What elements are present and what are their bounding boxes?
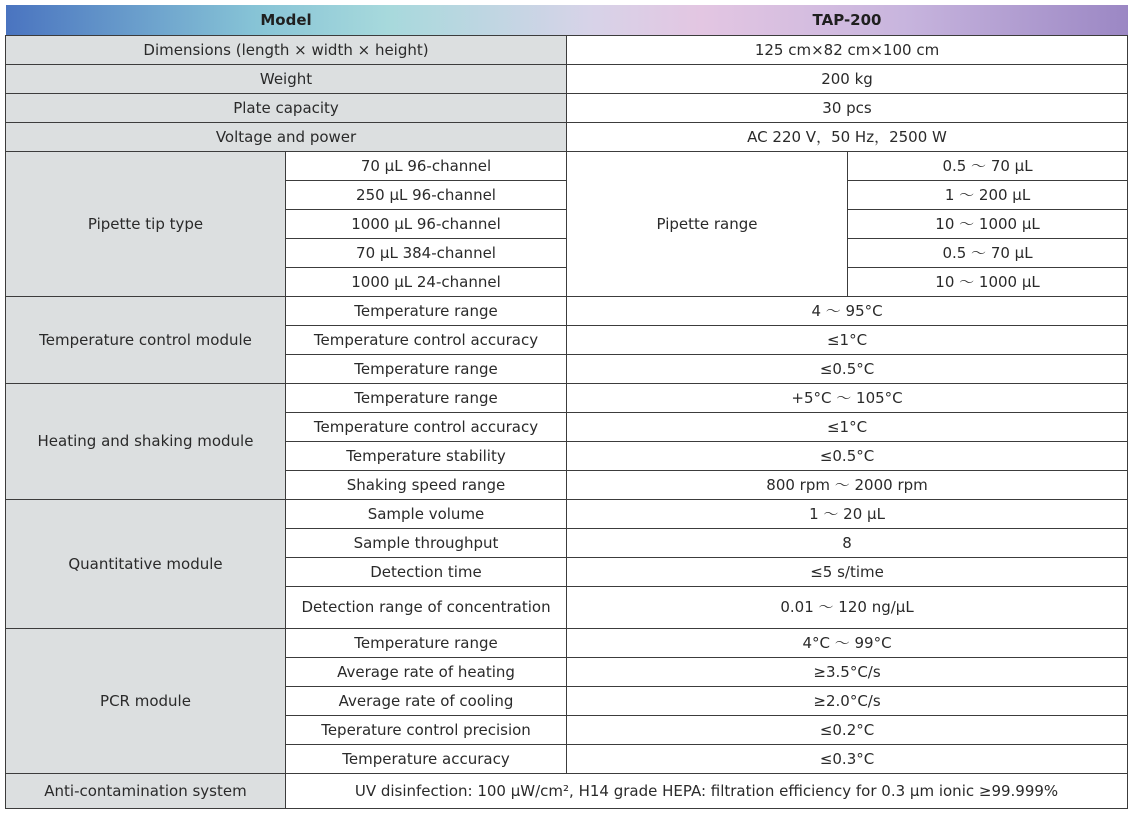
header-row: [6, 5, 1128, 36]
param-value: +5°C ～ 105°C: [567, 384, 1128, 413]
param-value: 8: [567, 529, 1128, 558]
model-value: TAP-200: [812, 10, 882, 29]
spec-label: Voltage and power: [6, 123, 567, 152]
anti-contamination-value: UV disinfection: 100 μW/cm², H14 grade HEPA: filtration efficiency for 0.3 μm ionic ≥99.999%: [286, 774, 1128, 809]
param-label: Temperature control accuracy: [286, 326, 567, 355]
param-label: Detection range of concentration: [286, 587, 567, 629]
table-row: [6, 94, 1128, 123]
pipette-tip: 70 μL 384-channel: [286, 239, 567, 268]
group-label-pcr: PCR module: [6, 629, 286, 774]
param-value: ≤0.2°C: [567, 716, 1128, 745]
spec-label: Plate capacity: [6, 94, 567, 123]
param-label: Teperature control precision: [286, 716, 567, 745]
pipette-range: 0.5 ～ 70 μL: [848, 239, 1128, 268]
pipette-tip: 1000 μL 24-channel: [286, 268, 567, 297]
param-value: 4°C ～ 99°C: [567, 629, 1128, 658]
spec-value: 200 kg: [567, 65, 1128, 94]
param-value: ≤5 s/time: [567, 558, 1128, 587]
param-value: ≤0.3°C: [567, 745, 1128, 774]
anti-contamination-label: Anti-contamination system: [6, 774, 286, 809]
param-label: Temperature range: [286, 629, 567, 658]
pipette-tip: 70 μL 96-channel: [286, 152, 567, 181]
group-label-quantitative: Quantitative module: [6, 500, 286, 629]
table-row: [6, 152, 1128, 181]
pipette-tip: 250 μL 96-channel: [286, 181, 567, 210]
pipette-range: 10 ～ 1000 μL: [848, 268, 1128, 297]
param-value: ≥3.5°C/s: [567, 658, 1128, 687]
param-value: ≥2.0°C/s: [567, 687, 1128, 716]
pipette-tip: 1000 μL 96-channel: [286, 210, 567, 239]
table-row: [6, 500, 1128, 529]
param-value: 4 ～ 95°C: [567, 297, 1128, 326]
spec-value: 30 pcs: [567, 94, 1128, 123]
group-label-heating: Heating and shaking module: [6, 384, 286, 500]
spec-label: Dimensions (length × width × height): [6, 36, 567, 65]
table-row: [6, 123, 1128, 152]
param-value: 800 rpm ～ 2000 rpm: [567, 471, 1128, 500]
param-label: Temperature stability: [286, 442, 567, 471]
pipette-range: 1 ～ 200 μL: [848, 181, 1128, 210]
param-label: Shaking speed range: [286, 471, 567, 500]
param-label: Sample throughput: [286, 529, 567, 558]
param-value: 0.01 ～ 120 ng/μL: [567, 587, 1128, 629]
table-row: [6, 384, 1128, 413]
param-value: ≤1°C: [567, 326, 1128, 355]
pipette-range: 10 ～ 1000 μL: [848, 210, 1128, 239]
param-label: Temperature range: [286, 355, 567, 384]
spec-label: Weight: [6, 65, 567, 94]
spec-table: [5, 5, 1128, 809]
pipette-range: 0.5 ～ 70 μL: [848, 152, 1128, 181]
group-label-temperature: Temperature control module: [6, 297, 286, 384]
model-label: Model: [260, 10, 312, 29]
param-value: ≤0.5°C: [567, 355, 1128, 384]
pipette-range-label: Pipette range: [567, 152, 848, 297]
param-label: Detection time: [286, 558, 567, 587]
table-row: [6, 629, 1128, 658]
param-label: Temperature control accuracy: [286, 413, 567, 442]
param-label: Temperature accuracy: [286, 745, 567, 774]
table-row: [6, 297, 1128, 326]
group-label-pipette: Pipette tip type: [6, 152, 286, 297]
table-row: [6, 65, 1128, 94]
table-row: [6, 774, 1128, 809]
spec-value: AC 220 V，50 Hz，2500 W: [567, 123, 1128, 152]
param-value: ≤0.5°C: [567, 442, 1128, 471]
param-label: Temperature range: [286, 384, 567, 413]
spec-value: 125 cm×82 cm×100 cm: [567, 36, 1128, 65]
param-label: Temperature range: [286, 297, 567, 326]
param-label: Average rate of heating: [286, 658, 567, 687]
param-label: Average rate of cooling: [286, 687, 567, 716]
param-value: ≤1°C: [567, 413, 1128, 442]
param-label: Sample volume: [286, 500, 567, 529]
param-value: 1 ～ 20 μL: [567, 500, 1128, 529]
table-row: [6, 36, 1128, 65]
